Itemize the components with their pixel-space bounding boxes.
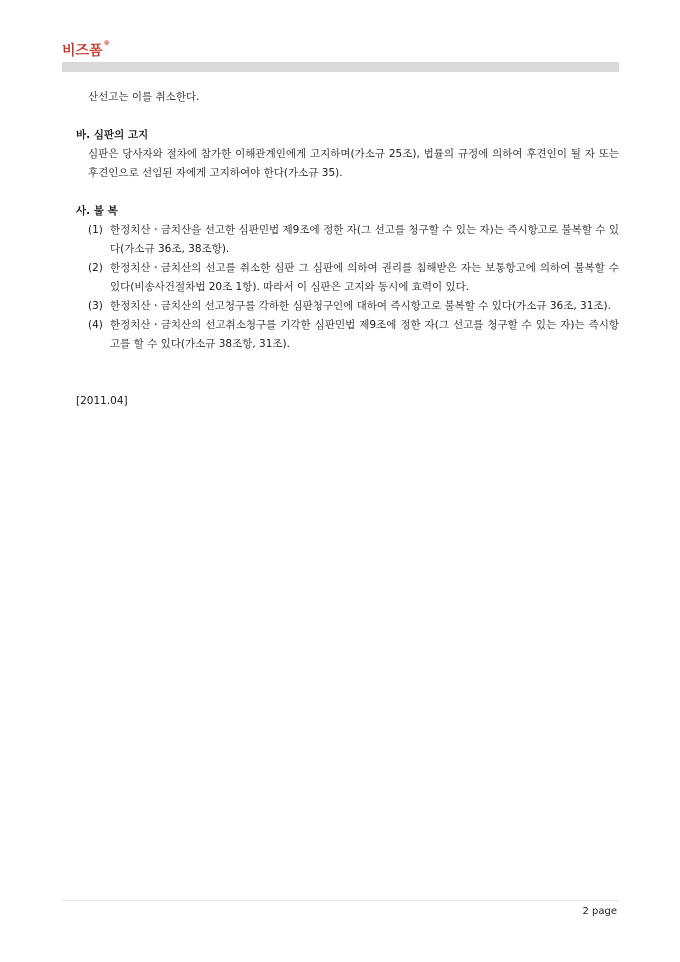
registered-mark: ® — [103, 40, 110, 47]
list-item-number: (3) — [88, 300, 103, 312]
footer-divider — [62, 900, 619, 901]
list-item-number: (1) — [88, 224, 103, 236]
section-sa-title: 사. 불 복 — [76, 205, 118, 217]
document-date: [2011.04] — [76, 395, 128, 407]
list-item-text: 한정치산ㆍ금치산의 선고청구를 각하한 심판청구인에 대하여 즉시항고로 불복할 수 있다(가소규 36조, 31조). — [110, 300, 611, 312]
list-item — [62, 297, 619, 316]
header-bar — [62, 62, 619, 72]
list-item — [62, 259, 619, 297]
section-ba-body: 심판은 당사자와 절차에 참가한 이해관계인에게 고지하며(가소규 25조), 법률의 규정에 의하여 후견인이 될 자 또는 후견인으로 선임된 자에게 고지하여야 한다(가소규 35). — [88, 148, 619, 179]
list-item-text: 한정치산ㆍ금치산의 선고를 취소한 심판 그 심판에 의하여 권리를 침해받은 자는 보통항고에 의하여 불복할 수 있다(비송사건절차법 20조 1항). 따라서 이 심판은 고지와 동시에 효력이 있다. — [110, 262, 619, 293]
list-item-text: 한정치산ㆍ금치산을 선고한 심판민법 제9조에 정한 자(그 선고를 청구할 수 있는 자)는 즉시항고로 불복할 수 있다(가소규 36조, 38조항). — [110, 224, 619, 255]
continuation-text: 산선고는 이를 취소한다. — [88, 91, 200, 103]
page-number: 2 page — [582, 906, 617, 917]
section-ba-title: 바. 심판의 고지 — [76, 129, 149, 141]
bizforms-logo: 비즈폼® — [62, 40, 110, 59]
list-item — [62, 221, 619, 259]
list-item — [62, 316, 619, 354]
list-item-number: (4) — [88, 319, 103, 331]
list-item-text: 한정치산ㆍ금치산의 선고취소청구를 기각한 심판민법 제9조에 정한 자(그 선고를 청구할 수 있는 자)는 즉시항고를 할 수 있다(가소규 38조항, 31조). — [110, 319, 619, 350]
document-body — [62, 88, 619, 411]
list-item-number: (2) — [88, 262, 103, 274]
